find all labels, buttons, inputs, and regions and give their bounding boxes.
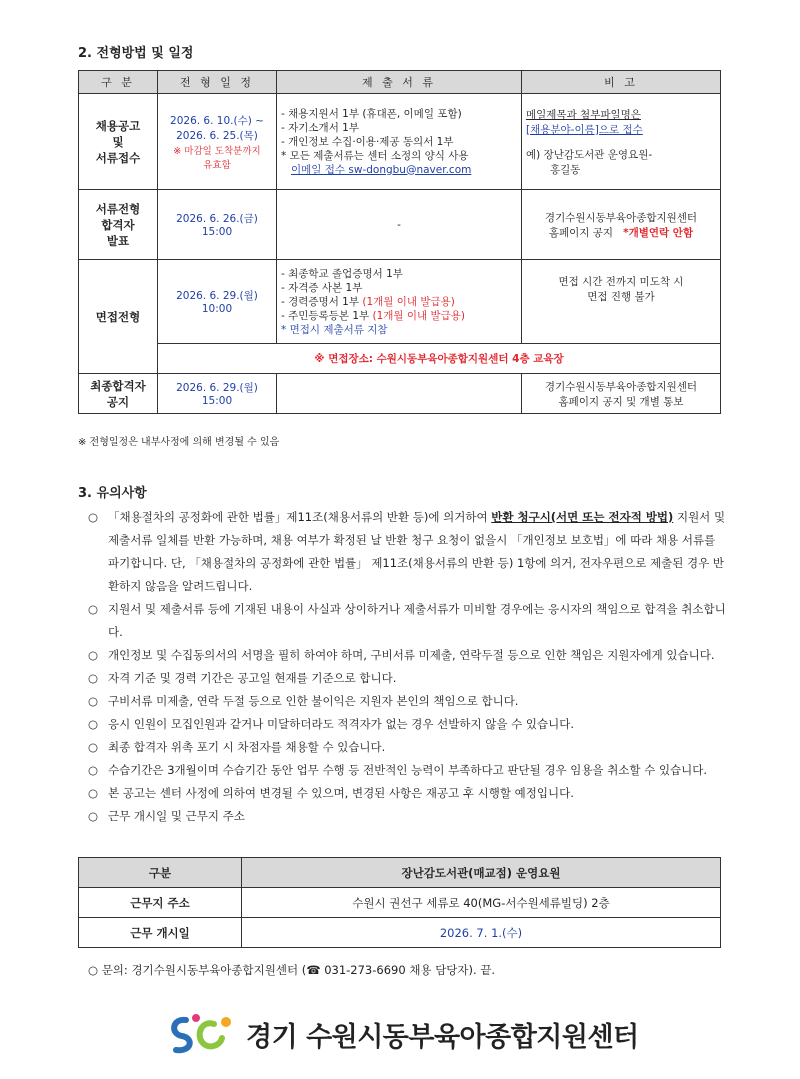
remark-line: [526, 225, 716, 240]
section-3-title: 3. 유의사항: [78, 486, 147, 501]
schedule-interview: [158, 260, 277, 344]
work-address-value: 수원시 권선구 세류로 40(MG-서수원세류빌딩) 2층: [242, 888, 721, 918]
stage-line: 서류전형: [95, 201, 141, 216]
center-name: 경기 수원시동부육아종합지원센터: [246, 1021, 639, 1053]
inquiry-text: ○ 문의: 경기수원시동부육아종합지원센터 (: [88, 963, 307, 977]
email-link[interactable]: 이메일 접수 sw-dongbu@naver.com: [291, 163, 472, 176]
work-info-table: [78, 857, 721, 948]
bullet: ○: [88, 809, 99, 823]
center-logo-icon: [166, 1012, 236, 1056]
time: 15:00: [201, 395, 233, 407]
deadline-note-2: 유효함: [203, 159, 231, 171]
schedule-screening: [158, 190, 277, 260]
time: 10:00: [201, 303, 233, 315]
documents-application: [277, 94, 522, 190]
schedule-header-row: [79, 71, 721, 94]
header-schedule: 전 형 일 정: [158, 71, 277, 94]
inquiry-line: [88, 962, 495, 978]
remark-line: 면접 시간 전까지 미도착 시: [558, 276, 684, 288]
stage-line: 서류접수: [95, 150, 141, 165]
notice-item: [88, 713, 728, 736]
notice-item: [88, 759, 728, 782]
remark-format: [채용분야-이름]으로 접수: [526, 123, 643, 136]
stage-screening: [79, 190, 158, 260]
notice-text: 구비서류 미제출, 연락 두절 등으로 인한 불이익은 지원자 본인의 책임으로 합니다.: [108, 694, 519, 708]
inquiry-text: 031-273-6690 채용 담당자). 끝.: [320, 963, 496, 977]
notice-text: 근무 개시일 및 근무지 주소: [108, 809, 245, 823]
remarks-interview: [522, 260, 721, 344]
doc-item: - 자기소개서 1부: [281, 121, 360, 134]
doc-item: [281, 295, 517, 309]
date: 2026. 6. 29.(월): [176, 382, 258, 394]
bullet: ○: [88, 740, 99, 754]
stage-line: 및: [112, 134, 124, 149]
bullet: ○: [88, 602, 99, 616]
documents-screening: -: [277, 190, 522, 260]
doc-item: - 채용지원서 1부 (휴대폰, 이메일 포함): [281, 107, 462, 120]
notice-text: 본 공고는 센터 사정에 의하여 변경될 수 있으며, 변경된 사항은 재공고 후 시행할 예정입니다.: [108, 786, 574, 800]
remark-text: 홈페이지 공지: [548, 226, 614, 239]
bullet: ○: [88, 510, 99, 524]
notice-item: [88, 782, 728, 805]
doc-note: (1개월 이내 발급용): [362, 295, 455, 308]
notice-item: [88, 690, 728, 713]
schedule-row-venue: [79, 344, 721, 374]
stage-line: 합격자: [101, 217, 135, 232]
documents-interview: [277, 260, 522, 344]
notice-text: 지원서 및 제출서류 일체를 반환 가능하며, 채용 여부가 확정된 날 반환 청구 요청이 없을시 「개인정보 보호법」에 따라 채용 서류를 파기합니다. 단, 「채용절차의 공정화에 관한 법률」 제11조(채용서류의 반환 등) 1항에 의거, 전자우편으로 제출된 경우 반환하지 않음을 알려드립니다.: [108, 510, 726, 593]
schedule-application: [158, 94, 277, 190]
doc-item: * 모든 제출서류는 센터 소정의 양식 사용: [281, 149, 469, 162]
schedule-row-screening: [79, 190, 721, 260]
work-header-value: 장난감도서관(매교점) 운영요원: [242, 858, 721, 888]
header-category: 구 분: [79, 71, 158, 94]
date-end: 2026. 6. 25.(목): [176, 129, 258, 142]
phone-icon: ☎: [306, 963, 321, 977]
stage-line: 발표: [106, 233, 130, 248]
notice-text: 수습기간은 3개월이며 수습기간 동안 업무 수행 등 전반적인 능력이 부족하다고 판단될 경우 임용을 취소할 수 있습니다.: [108, 763, 708, 777]
notice-emphasis: 반환 청구시(서면 또는 전자적 방법): [491, 510, 674, 524]
date-start: 2026. 6. 10.(수) ~: [170, 114, 264, 127]
no-individual-contact: *개별연락 안함: [623, 226, 694, 239]
bullet: ○: [88, 694, 99, 708]
work-start-value: 2026. 7. 1.(수): [242, 918, 721, 948]
schedule-final: [158, 374, 277, 414]
bullet: ○: [88, 763, 99, 777]
remark-line: 홈페이지 공지 및 개별 통보: [558, 395, 684, 408]
work-header-row: [79, 858, 721, 888]
notice-list: [88, 506, 728, 828]
doc-item: * 면접시 제출서류 지참: [281, 323, 388, 336]
schedule-row-final: [79, 374, 721, 414]
bullet: ○: [88, 671, 99, 685]
remarks-application: [522, 94, 721, 190]
work-start-row: [79, 918, 721, 948]
doc-item: - 최종학교 졸업증명서 1부: [281, 267, 403, 280]
notice-text: 「채용절차의 공정화에 관한 법률」제11조(채용서류의 반환 등)에 의거하여: [108, 510, 492, 524]
schedule-table: [78, 70, 721, 414]
remark-example-2: 홍길동: [550, 163, 581, 176]
remark-example: 예) 장난감도서관 운영요원-: [526, 148, 653, 161]
notice-text: 자격 기준 및 경력 기간은 공고일 현재를 기준으로 합니다.: [108, 671, 397, 685]
remark-line: 경기수원시동부육아종합지원센터: [544, 380, 698, 393]
remark-line: 경기수원시동부육아종합지원센터: [544, 211, 698, 224]
stage-line: 최종합격자: [90, 378, 146, 393]
doc-text: - 경력증명서 1부: [281, 295, 363, 308]
date: 2026. 6. 26.(금): [176, 213, 258, 225]
notice-item: [88, 598, 728, 644]
remark-line: 메일제목과 첨부파일명은: [526, 108, 641, 121]
doc-note: (1개월 이내 발급용): [372, 309, 466, 322]
notice-item: [88, 506, 728, 598]
notice-text: 응시 인원이 모집인원과 같거나 미달하더라도 적격자가 없는 경우 선발하지 않을 수 있습니다.: [108, 717, 575, 731]
bullet: ○: [88, 717, 99, 731]
remarks-final: [522, 374, 721, 414]
stage-application: [79, 94, 158, 190]
notice-text: 지원서 및 제출서류 등에 기재된 내용이 사실과 상이하거나 제출서류가 미비할 경우에는 응시자의 책임으로 합격을 취소합니다.: [108, 602, 726, 639]
notice-item: [88, 644, 728, 667]
stage-final: [79, 374, 158, 414]
date: 2026. 6. 29.(월): [176, 290, 258, 302]
schedule-note: ※ 전형일정은 내부사정에 의해 변경될 수 있음: [78, 437, 280, 448]
stage-line: 공지: [106, 394, 130, 409]
deadline-note: ※ 마감일 도착분까지: [173, 145, 261, 157]
notice-text: 개인정보 및 수집동의서의 서명을 필히 하여야 하며, 구비서류 미제출, 연락두절 등으로 인한 책임은 지원자에게 있습니다.: [108, 648, 715, 662]
documents-final: [277, 374, 522, 414]
remark-line: 면접 진행 불가: [587, 291, 655, 303]
work-header-label: 구분: [79, 858, 242, 888]
notice-item: [88, 805, 728, 828]
notice-item: [88, 736, 728, 759]
section-2-title: 2. 전형방법 및 일정: [78, 46, 194, 61]
notice-text: 최종 합격자 위촉 포기 시 차점자를 채용할 수 있습니다.: [108, 740, 386, 754]
remarks-screening: [522, 190, 721, 260]
bullet: ○: [88, 786, 99, 800]
bullet: ○: [88, 648, 99, 662]
header-remarks: 비 고: [522, 71, 721, 94]
schedule-row-interview: [79, 260, 721, 344]
doc-item: - 개인정보 수집·이용·제공 동의서 1부: [281, 135, 454, 148]
work-address-label: 근무지 주소: [79, 888, 242, 918]
interview-venue: ※ 면접장소: 수원시동부육아종합지원센터 4층 교육장: [158, 344, 721, 374]
header-documents: 제 출 서 류: [277, 71, 522, 94]
stage-line: 채용공고: [95, 118, 141, 133]
footer: [166, 1012, 639, 1056]
doc-text: - 주민등록등본 1부: [281, 309, 373, 322]
work-address-row: [79, 888, 721, 918]
stage-interview: 면접전형: [79, 260, 158, 374]
doc-item: - 자격증 사본 1부: [281, 281, 363, 294]
time: 15:00: [201, 226, 233, 238]
notice-item: [88, 667, 728, 690]
work-start-label: 근무 개시일: [79, 918, 242, 948]
doc-item: [281, 309, 517, 323]
schedule-row-application: [79, 94, 721, 190]
